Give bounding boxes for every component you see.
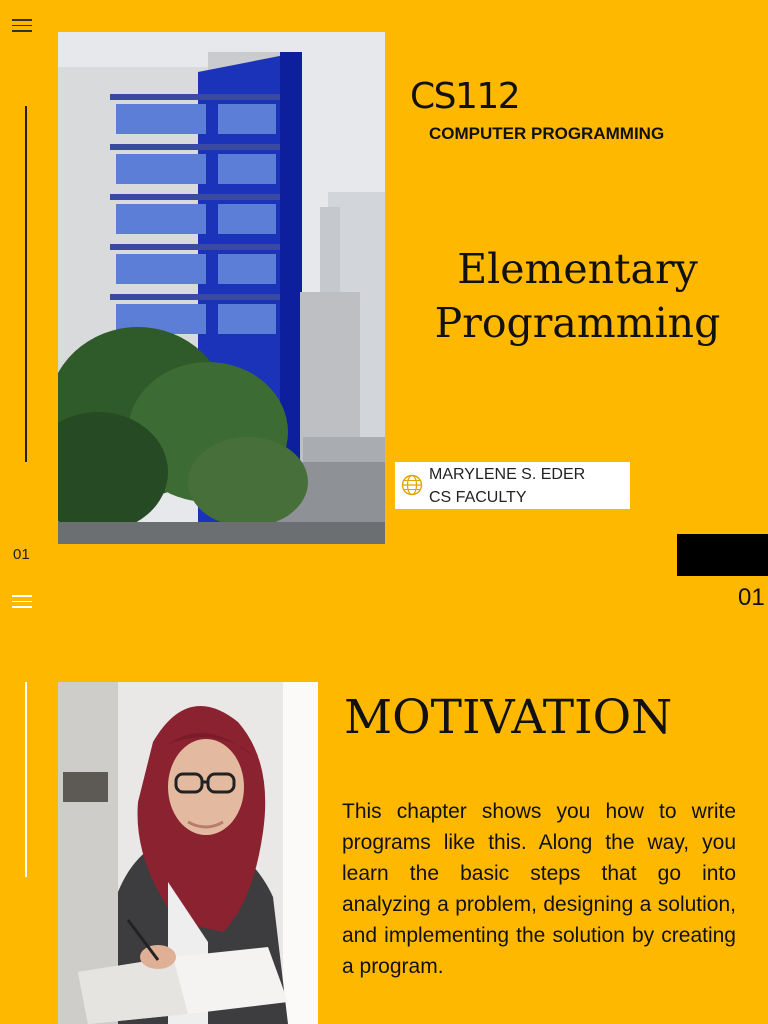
- decorative-vertical-line: [25, 682, 27, 877]
- motivation-body-text: This chapter shows you how to write programs like this. Along the way, you learn the basic steps that go into analyzing a problem, designing a solution, and implementing the solution by creating a program.: [342, 800, 736, 978]
- hamburger-menu-icon[interactable]: [12, 19, 32, 33]
- presentation-title: [420, 242, 735, 350]
- globe-icon: [401, 474, 423, 496]
- faculty-name: MARYLENE S. EDER: [429, 466, 586, 483]
- title-line-2: Programming: [434, 299, 721, 347]
- woman-illustration: [58, 682, 318, 1024]
- decorative-vertical-line: [25, 106, 27, 462]
- slide-number-left: 01: [13, 546, 30, 563]
- hamburger-menu-icon[interactable]: [12, 595, 32, 609]
- campus-building-photo: [58, 32, 385, 544]
- motivation-heading: MOTIVATION: [344, 690, 673, 745]
- faculty-info-box: [395, 462, 630, 509]
- motivation-slide: [0, 592, 768, 1024]
- woman-writing-photo: [58, 682, 318, 1024]
- course-name: COMPUTER PROGRAMMING: [429, 124, 665, 143]
- course-code: CS112: [410, 76, 520, 117]
- faculty-role: CS FACULTY: [429, 489, 527, 506]
- building-illustration: [58, 32, 385, 544]
- decorative-black-bar: [677, 534, 768, 576]
- slide-number-right: 01: [738, 584, 765, 611]
- title-line-1: Elementary: [457, 245, 698, 293]
